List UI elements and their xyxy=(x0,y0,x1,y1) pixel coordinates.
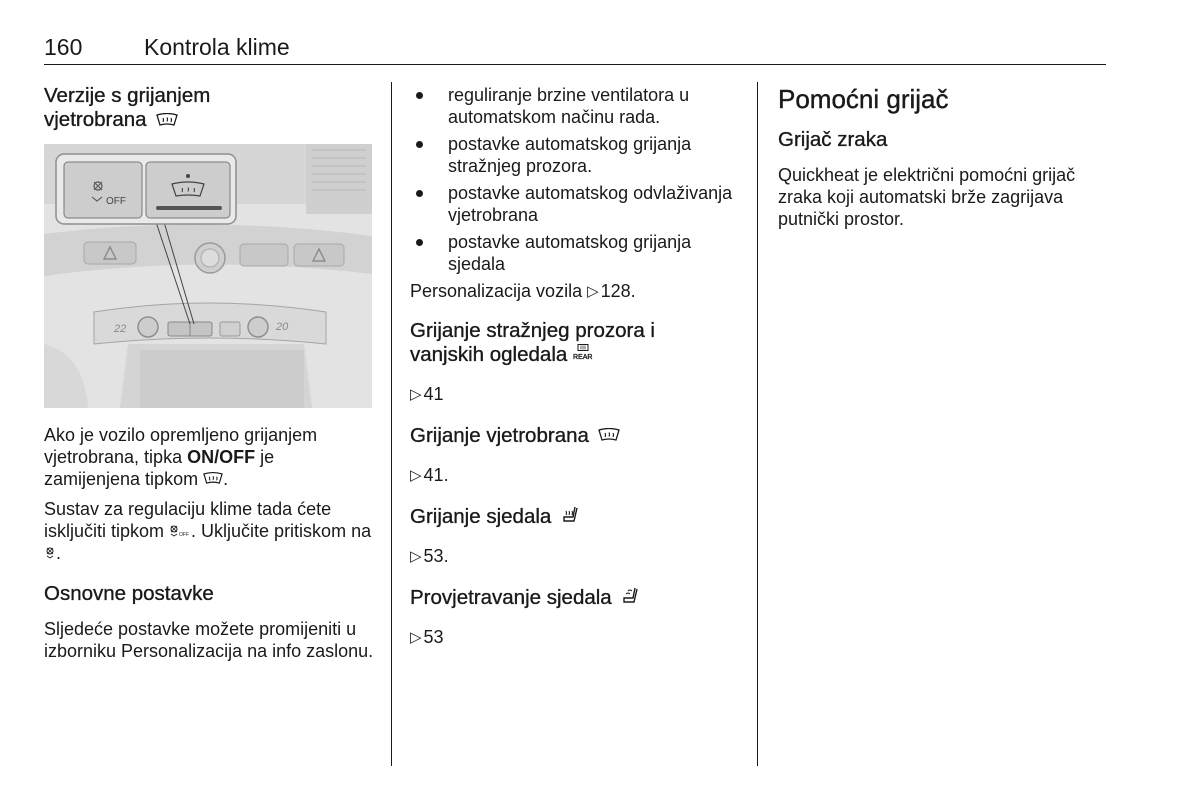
fan-icon xyxy=(44,546,56,560)
seat-heating-reference xyxy=(410,545,740,568)
page-header xyxy=(44,34,1106,65)
climate-control-illustration xyxy=(44,144,372,408)
windscreen-reference xyxy=(410,464,740,487)
heading-line: Verzije s grijanjem xyxy=(44,84,211,107)
text: . Uključite pritiskom na xyxy=(191,521,372,541)
svg-text:OFF: OFF xyxy=(179,532,190,538)
page-reference-icon: ▷ xyxy=(410,386,422,403)
list-item-text: reguliranje brzine ventilatora u automatskom načinu rada. xyxy=(448,85,690,127)
text: je zamijenjena tipkom xyxy=(44,447,275,489)
seat-ventilation-icon xyxy=(620,586,640,606)
reference-page[interactable]: 128. xyxy=(600,281,636,301)
fan-off-icon xyxy=(169,524,191,538)
heading-line: Grijanje stražnjeg prozora i xyxy=(410,319,655,342)
rear-window-reference xyxy=(410,383,740,406)
personalization-reference xyxy=(410,280,740,303)
settings-list xyxy=(410,84,740,275)
rear-window-heating-icon xyxy=(573,344,592,361)
page-reference-icon: ▷ xyxy=(410,467,422,484)
list-item xyxy=(410,182,740,226)
right-temperature-label: 20 xyxy=(276,321,289,333)
page-reference-icon: ▷ xyxy=(410,548,422,565)
heading-text: Grijanje vjetrobrana xyxy=(410,424,589,447)
text: . xyxy=(56,543,62,563)
left-temperature-label: 22 xyxy=(114,323,127,335)
section-heading-basic-settings: Osnovne postavke xyxy=(44,582,214,605)
section-heading-auxiliary-heater: Pomoćni grijač xyxy=(778,84,949,114)
basic-settings-paragraph: Sljedeće postavke možete promijeniti u izborniku Personalizacija na info zaslonu. xyxy=(44,619,374,661)
windscreen-button-paragraph xyxy=(44,424,374,490)
windscreen-heating-icon xyxy=(156,113,178,127)
heading-line: vjetrobrana xyxy=(44,108,147,131)
subheading-air-heater: Grijač zraka xyxy=(778,128,888,151)
reference-page[interactable]: 41 xyxy=(423,384,444,404)
reference-page[interactable]: 53. xyxy=(423,546,449,566)
text: Ako je vozilo opremljeno grijanjem vjetrobrana, tipka xyxy=(44,425,318,467)
heading-text: Provjetravanje sjedala xyxy=(410,586,612,609)
section-heading-windscreen-versions xyxy=(44,84,374,132)
figure-off-label: OFF xyxy=(106,196,126,207)
reference-page[interactable]: 53 xyxy=(423,627,444,647)
text: Sustav za regulaciju klime tada ćete isključiti tipkom xyxy=(44,499,332,541)
section-heading-seat-heating xyxy=(410,505,740,529)
text: . xyxy=(223,469,229,489)
column-2 xyxy=(410,84,740,649)
list-item-text: postavke automatskog grijanja stražnjeg prozora. xyxy=(448,134,692,176)
seat-heating-icon xyxy=(560,505,580,525)
seat-ventilation-reference xyxy=(410,626,740,649)
on-off-label: ON/OFF xyxy=(187,447,256,467)
list-item xyxy=(410,84,740,128)
column-divider-1 xyxy=(391,82,392,766)
section-heading-rear-window xyxy=(410,319,740,367)
column-divider-2 xyxy=(757,82,758,766)
list-item-text: postavke automatskog odvlaživanja vjetrobrana xyxy=(448,183,733,225)
page-reference-icon: ▷ xyxy=(587,283,599,300)
windscreen-heating-icon xyxy=(203,472,223,485)
climate-off-paragraph xyxy=(44,498,374,564)
dashboard-figure xyxy=(44,144,372,408)
page-title: Kontrola klime xyxy=(144,34,290,60)
windscreen-heating-icon xyxy=(598,428,620,442)
page-reference-icon: ▷ xyxy=(410,629,422,646)
page-number: 160 xyxy=(44,34,83,60)
section-heading-windscreen xyxy=(410,424,740,448)
list-item xyxy=(410,133,740,177)
section-heading-seat-ventilation xyxy=(410,586,740,610)
heading-line: vanjskih ogledala xyxy=(410,343,568,366)
reference-page[interactable]: 41. xyxy=(423,465,449,485)
rear-icon-label: REAR xyxy=(572,354,593,361)
column-1 xyxy=(44,84,374,662)
text: Personalizacija vozila xyxy=(410,281,588,301)
list-item-text: postavke automatskog grijanja sjedala xyxy=(448,232,692,274)
column-3 xyxy=(778,84,1108,230)
heading-text: Grijanje sjedala xyxy=(410,505,552,528)
air-heater-paragraph: Quickheat je električni pomoćni grijač zraka koji automatski brže zagrijava putnički prostor. xyxy=(778,165,1076,229)
list-item xyxy=(410,231,740,275)
